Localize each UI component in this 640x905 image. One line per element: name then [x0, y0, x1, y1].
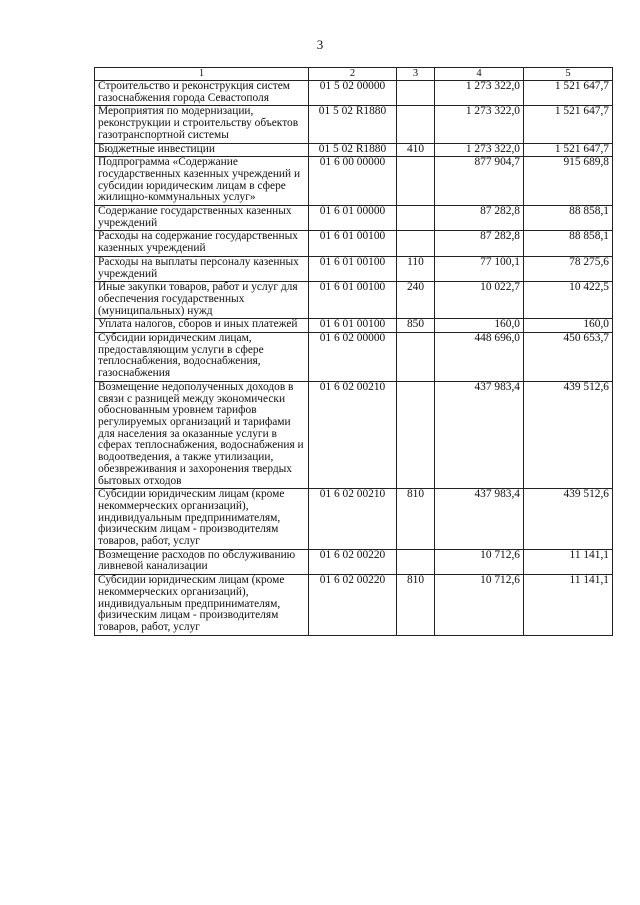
- cell-sum-year-2: 11 141,1: [524, 575, 613, 636]
- cell-sum-year-2: 450 653,7: [524, 333, 613, 382]
- cell-code: 01 6 01 00100: [309, 319, 397, 333]
- cell-expense-type: [397, 81, 435, 106]
- table-body: [95, 81, 613, 636]
- cell-name: Мероприятия по модернизации, реконструкции и строительству объектов газотранспортной системы: [95, 106, 309, 143]
- table-row: [95, 143, 613, 157]
- cell-name: Строительство и реконструкция систем газоснабжения города Севастополя: [95, 81, 309, 106]
- cell-sum-year-1: 10 712,6: [435, 549, 524, 574]
- table-row: [95, 106, 613, 143]
- cell-expense-type: [397, 231, 435, 256]
- cell-sum-year-2: 1 521 647,7: [524, 106, 613, 143]
- table-row: [95, 549, 613, 574]
- table-row: [95, 319, 613, 333]
- cell-sum-year-1: 437 983,4: [435, 489, 524, 550]
- cell-sum-year-1: 1 273 322,0: [435, 81, 524, 106]
- cell-name: Субсидии юридическим лицам, предоставляющим услуги в сфере теплоснабжения, водоснабжения, газоснабжения: [95, 333, 309, 382]
- cell-sum-year-2: 11 141,1: [524, 549, 613, 574]
- cell-code: 01 5 02 R1880: [309, 106, 397, 143]
- cell-sum-year-2: 439 512,6: [524, 489, 613, 550]
- cell-code: 01 6 02 00220: [309, 575, 397, 636]
- cell-sum-year-1: 87 282,8: [435, 206, 524, 231]
- cell-expense-type: [397, 333, 435, 382]
- cell-sum-year-1: 10 022,7: [435, 282, 524, 319]
- cell-name: Иные закупки товаров, работ и услуг для обеспечения государственных (муниципальных) нужд: [95, 282, 309, 319]
- cell-code: 01 6 02 00210: [309, 489, 397, 550]
- budget-table: [94, 67, 613, 636]
- cell-expense-type: 240: [397, 282, 435, 319]
- column-header-expense-type: 3: [397, 68, 435, 81]
- cell-sum-year-1: 77 100,1: [435, 256, 524, 281]
- table-row: [95, 575, 613, 636]
- cell-code: 01 6 01 00100: [309, 282, 397, 319]
- cell-name: Бюджетные инвестиции: [95, 143, 309, 157]
- cell-sum-year-1: 437 983,4: [435, 381, 524, 488]
- cell-expense-type: 810: [397, 489, 435, 550]
- table-row: [95, 489, 613, 550]
- cell-expense-type: 410: [397, 143, 435, 157]
- cell-name: Субсидии юридическим лицам (кроме некоммерческих организаций), индивидуальным предпринимателям, физическим лицам - производителям товаров, работ, услуг: [95, 489, 309, 550]
- cell-name: Подпрограмма «Содержание государственных казенных учреждений и субсидии юридическим лицам в сфере жилищно-коммунальных услуг»: [95, 157, 309, 206]
- cell-code: 01 6 01 00100: [309, 256, 397, 281]
- cell-sum-year-2: 160,0: [524, 319, 613, 333]
- column-header-code: 2: [309, 68, 397, 81]
- table-row: [95, 282, 613, 319]
- cell-expense-type: [397, 157, 435, 206]
- cell-expense-type: [397, 549, 435, 574]
- cell-sum-year-1: 160,0: [435, 319, 524, 333]
- table-row: [95, 333, 613, 382]
- cell-sum-year-2: 1 521 647,7: [524, 81, 613, 106]
- cell-sum-year-1: 877 904,7: [435, 157, 524, 206]
- cell-name: Расходы на выплаты персоналу казенных учреждений: [95, 256, 309, 281]
- cell-expense-type: 110: [397, 256, 435, 281]
- cell-sum-year-1: 448 696,0: [435, 333, 524, 382]
- page-number: 3: [316, 37, 324, 52]
- column-header-sum-year-1: 4: [435, 68, 524, 81]
- table-row: [95, 206, 613, 231]
- cell-code: 01 6 02 00220: [309, 549, 397, 574]
- table-row: [95, 381, 613, 488]
- cell-sum-year-2: 1 521 647,7: [524, 143, 613, 157]
- cell-code: 01 6 02 00000: [309, 333, 397, 382]
- cell-sum-year-2: 88 858,1: [524, 206, 613, 231]
- table-row: [95, 256, 613, 281]
- cell-expense-type: [397, 381, 435, 488]
- cell-sum-year-2: 78 275,6: [524, 256, 613, 281]
- cell-expense-type: 810: [397, 575, 435, 636]
- cell-code: 01 6 01 00000: [309, 206, 397, 231]
- cell-name: Уплата налогов, сборов и иных платежей: [95, 319, 309, 333]
- cell-code: 01 5 02 R1880: [309, 143, 397, 157]
- cell-expense-type: 850: [397, 319, 435, 333]
- cell-code: 01 6 02 00210: [309, 381, 397, 488]
- table-row: [95, 231, 613, 256]
- cell-name: Расходы на содержание государственных казенных учреждений: [95, 231, 309, 256]
- table-row: [95, 157, 613, 206]
- column-header-name: 1: [95, 68, 309, 81]
- table-header-row: [95, 68, 613, 81]
- cell-code: 01 6 00 00000: [309, 157, 397, 206]
- table-row: [95, 81, 613, 106]
- cell-code: 01 5 02 00000: [309, 81, 397, 106]
- cell-sum-year-1: 87 282,8: [435, 231, 524, 256]
- column-header-sum-year-2: 5: [524, 68, 613, 81]
- cell-code: 01 6 01 00100: [309, 231, 397, 256]
- cell-sum-year-1: 1 273 322,0: [435, 106, 524, 143]
- cell-sum-year-1: 1 273 322,0: [435, 143, 524, 157]
- cell-name: Содержание государственных казенных учреждений: [95, 206, 309, 231]
- cell-sum-year-2: 915 689,8: [524, 157, 613, 206]
- cell-sum-year-2: 88 858,1: [524, 231, 613, 256]
- cell-sum-year-1: 10 712,6: [435, 575, 524, 636]
- cell-expense-type: [397, 106, 435, 143]
- cell-name: Возмещение недополученных доходов в связи с разницей между экономически обоснованным уровнем тарифов регулируемых организаций и тарифами для населения за оказанные услуги в сферах теплоснабжения, водоснабжения и водоотведения, а также утилизации, обезвреживания и захоронения твердых бытовых отходов: [95, 381, 309, 488]
- cell-name: Субсидии юридическим лицам (кроме некоммерческих организаций), индивидуальным предпринимателям, физическим лицам - производителям товаров, работ, услуг: [95, 575, 309, 636]
- cell-sum-year-2: 439 512,6: [524, 381, 613, 488]
- cell-name: Возмещение расходов по обслуживанию ливневой канализации: [95, 549, 309, 574]
- cell-sum-year-2: 10 422,5: [524, 282, 613, 319]
- cell-expense-type: [397, 206, 435, 231]
